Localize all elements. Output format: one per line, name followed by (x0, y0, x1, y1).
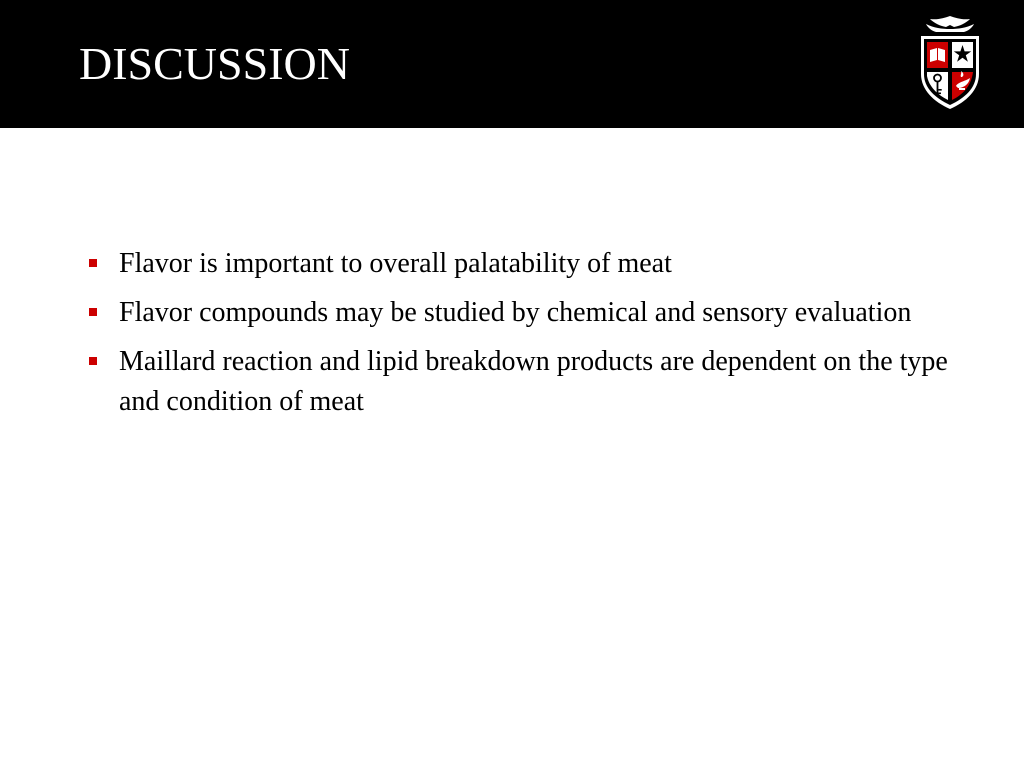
bullet-list (84, 244, 984, 422)
square-bullet-icon (89, 308, 97, 316)
university-shield-logo-icon (914, 14, 986, 112)
slide-content (84, 244, 984, 431)
square-bullet-icon (89, 357, 97, 365)
slide-title: DISCUSSION (79, 38, 350, 89)
title-bar (0, 0, 1024, 128)
bullet-item (84, 244, 984, 284)
bullet-item (84, 342, 984, 422)
bullet-text: Maillard reaction and lipid breakdown products are dependent on the type and condition of meat (119, 346, 948, 417)
bullet-text: Flavor is important to overall palatability of meat (119, 248, 672, 279)
bullet-item (84, 293, 984, 333)
square-bullet-icon (89, 259, 97, 267)
bullet-text: Flavor compounds may be studied by chemical and sensory evaluation (119, 297, 912, 328)
